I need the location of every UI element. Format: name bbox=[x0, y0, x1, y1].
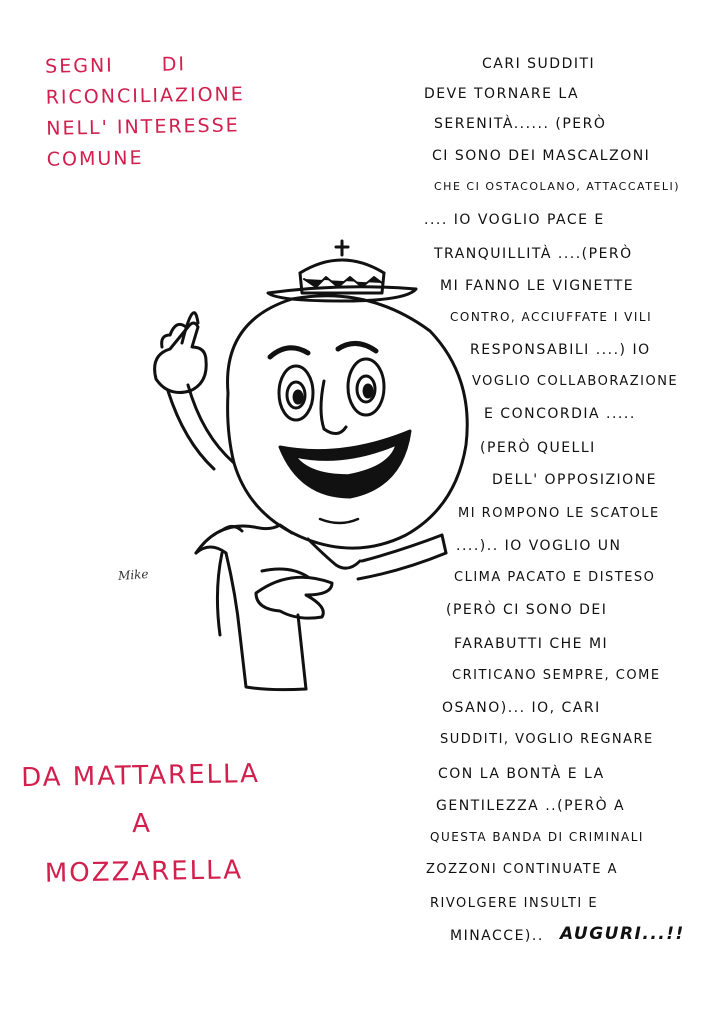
speech-line: CARI SUDDITI bbox=[482, 56, 596, 72]
crown-icon bbox=[268, 241, 416, 301]
speech-line: DELL' OPPOSIZIONE bbox=[492, 472, 658, 488]
caption-line: COMUNE bbox=[46, 147, 144, 171]
speech-line: GENTILEZZA ..(PERÒ A bbox=[436, 798, 626, 814]
speech-line: CHE CI OSTACOLANO, ATTACCATELI) bbox=[434, 180, 681, 193]
raised-hand-icon bbox=[155, 313, 234, 469]
speech-line: (PERÒ QUELLI bbox=[480, 440, 596, 456]
speech-line: MI FANNO LE VIGNETTE bbox=[440, 278, 635, 294]
speech-line: CON LA BONTÀ E LA bbox=[438, 766, 605, 782]
speech-line: E CONCORDIA ..... bbox=[484, 406, 636, 422]
speech-line: CONTRO, ACCIUFFATE I VILI bbox=[450, 310, 653, 324]
speech-line: SUDDITI, VOGLIO REGNARE bbox=[440, 732, 654, 747]
speech-line: ....).. IO VOGLIO UN bbox=[456, 538, 622, 554]
speech-line: VOGLIO COLLABORAZIONE bbox=[472, 374, 679, 389]
speech-line: .... IO VOGLIO PACE E bbox=[424, 212, 605, 228]
speech-line: RESPONSABILI ....) IO bbox=[470, 342, 651, 358]
speech-line: FARABUTTI CHE MI bbox=[454, 636, 609, 652]
top-left-caption bbox=[45, 48, 246, 175]
speech-line: SERENITÀ...... (PERÒ bbox=[434, 116, 607, 132]
king-cartoon-illustration bbox=[110, 235, 480, 695]
head bbox=[228, 296, 468, 548]
speech-line: CI SONO DEI MASCALZONI bbox=[432, 148, 651, 164]
speech-line: TRANQUILLITÀ ....(PERÒ bbox=[434, 246, 633, 262]
speech-line: MI ROMPONO LE SCATOLE bbox=[458, 506, 660, 521]
speech-line: ZOZZONI CONTINUATE A bbox=[426, 862, 618, 877]
speech-line: DEVE TORNARE LA bbox=[424, 86, 580, 102]
speech-line: CRITICANO SEMPRE, COME bbox=[452, 668, 661, 683]
caption-line: A bbox=[131, 808, 153, 840]
caption-line: NELL' INTERESSE bbox=[46, 114, 240, 140]
artist-signature: Mike bbox=[117, 566, 149, 584]
speech-line: OSANO)... IO, CARI bbox=[442, 700, 601, 716]
bottom-left-caption bbox=[21, 750, 263, 898]
speech-line: RIVOLGERE INSULTI E bbox=[430, 896, 599, 911]
speech-line: MINACCE).. bbox=[450, 928, 544, 944]
caption-line: MOZZARELLA bbox=[44, 855, 244, 889]
speech-line: QUESTA BANDA DI CRIMINALI bbox=[430, 830, 644, 844]
speech-line: (PERÒ CI SONO DEI bbox=[446, 602, 608, 618]
speech-line: CLIMA PACATO E DISTESO bbox=[454, 570, 656, 585]
caption-line: RICONCILIAZIONE bbox=[45, 83, 245, 109]
caption-line: SEGNI DI bbox=[45, 53, 187, 78]
speech-line: AUGURI...!! bbox=[560, 924, 685, 944]
caption-line: DA MATTARELLA bbox=[20, 758, 261, 794]
